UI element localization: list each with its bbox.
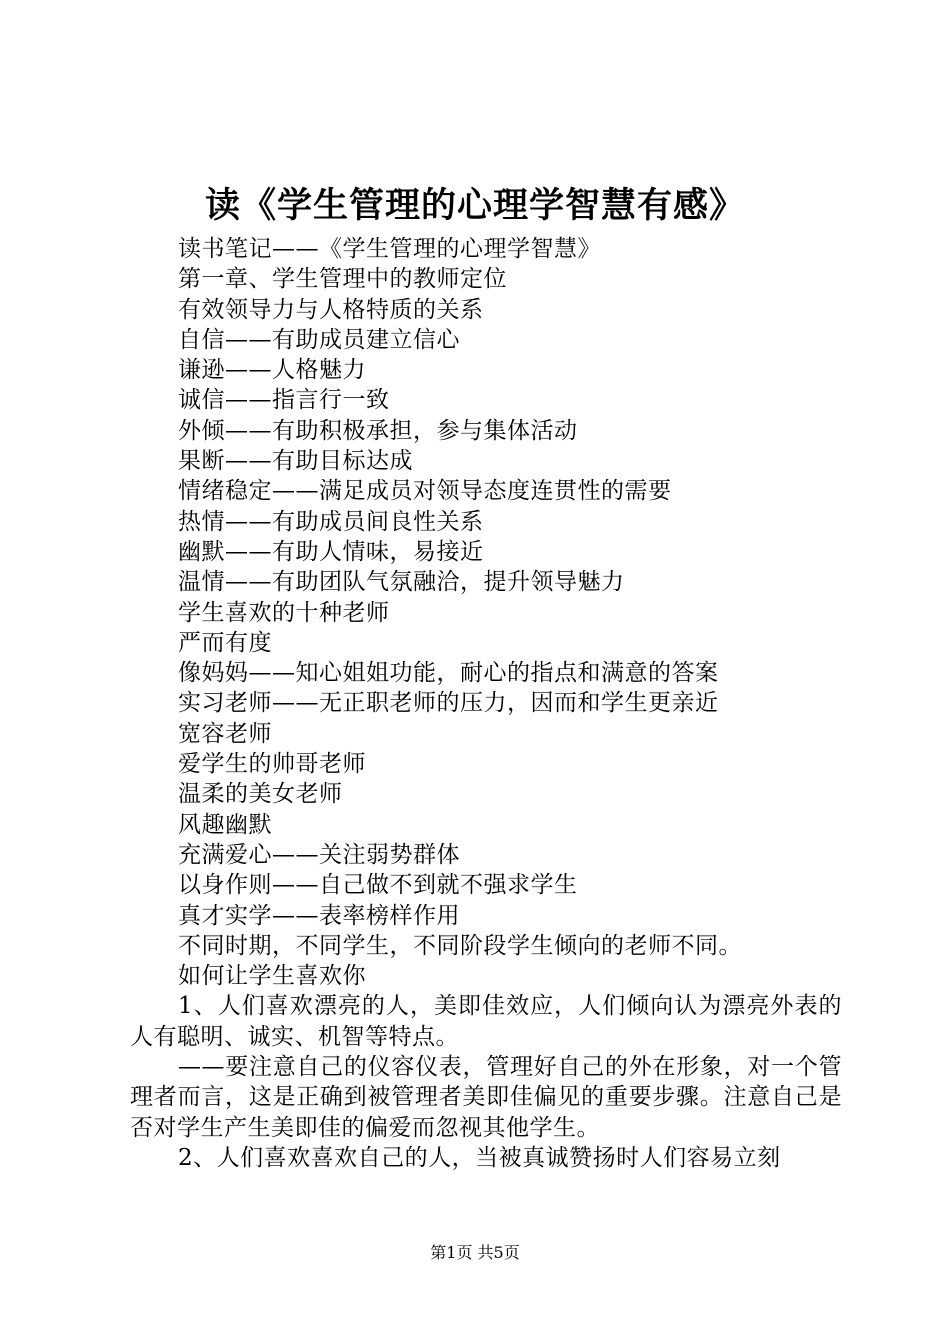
text-line: 温情——有助团队气氛融洽，提升领导魅力: [178, 569, 625, 596]
text-line: 不同时期，不同学生，不同阶段学生倾向的老师不同。: [178, 932, 742, 959]
text-line: 爱学生的帅哥老师: [178, 751, 366, 778]
text-line: 情绪稳定——满足成员对领导态度连贯性的需要: [178, 478, 672, 505]
document-title: 读《学生管理的心理学智慧有感》: [204, 185, 745, 226]
text-line: 读书笔记——《学生管理的心理学智慧》: [178, 236, 601, 262]
text-line: 学生喜欢的十种老师: [178, 599, 390, 626]
text-line: 有效领导力与人格特质的关系: [178, 296, 484, 323]
page-footer: 第1页 共5页: [430, 1243, 520, 1262]
text-line: 温柔的美女老师: [178, 781, 343, 808]
text-line: 第一章、学生管理中的教师定位: [178, 266, 507, 293]
paragraph: ——要注意自己的仪容仪表，管理好自己的外在形象，对一个管理者而言，这是正确到被管理者美即佳偏见的重要步骤。注意自己是否对学生产生美即佳的偏爱而忽视其他学生。: [130, 1054, 842, 1141]
text-line: 外倾——有助积极承担，参与集体活动: [178, 417, 578, 444]
text-line: 严而有度: [178, 629, 272, 656]
text-line: 宽容老师: [178, 720, 272, 747]
text-line: 诚信——指言行一致: [178, 387, 390, 414]
text-line: 如何让学生喜欢你: [178, 963, 366, 990]
text-line: 热情——有助成员间良性关系: [178, 508, 484, 535]
text-line: 充满爱心——关注弱势群体: [178, 841, 460, 868]
paragraph: 2、人们喜欢喜欢自己的人，当被真诚赞扬时人们容易立刻: [178, 1144, 781, 1171]
text-line: 像妈妈——知心姐姐功能，耐心的指点和满意的答案: [178, 660, 719, 687]
text-line: 实习老师——无正职老师的压力，因而和学生更亲近: [178, 690, 719, 717]
text-line: 真才实学——表率榜样作用: [178, 902, 460, 929]
paragraph: 1、人们喜欢漂亮的人，美即佳效应，人们倾向认为漂亮外表的人有聪明、诚实、机智等特点。: [130, 993, 842, 1050]
text-line: 以身作则——自己做不到就不强求学生: [178, 872, 578, 899]
text-line: 风趣幽默: [178, 811, 272, 838]
document-body: [130, 234, 842, 1173]
text-line: 果断——有助目标达成: [178, 448, 413, 475]
text-line: 自信——有助成员建立信心: [178, 326, 460, 353]
text-line: 幽默——有助人情味，易接近: [178, 538, 484, 565]
text-line: 谦逊——人格魅力: [178, 357, 366, 384]
